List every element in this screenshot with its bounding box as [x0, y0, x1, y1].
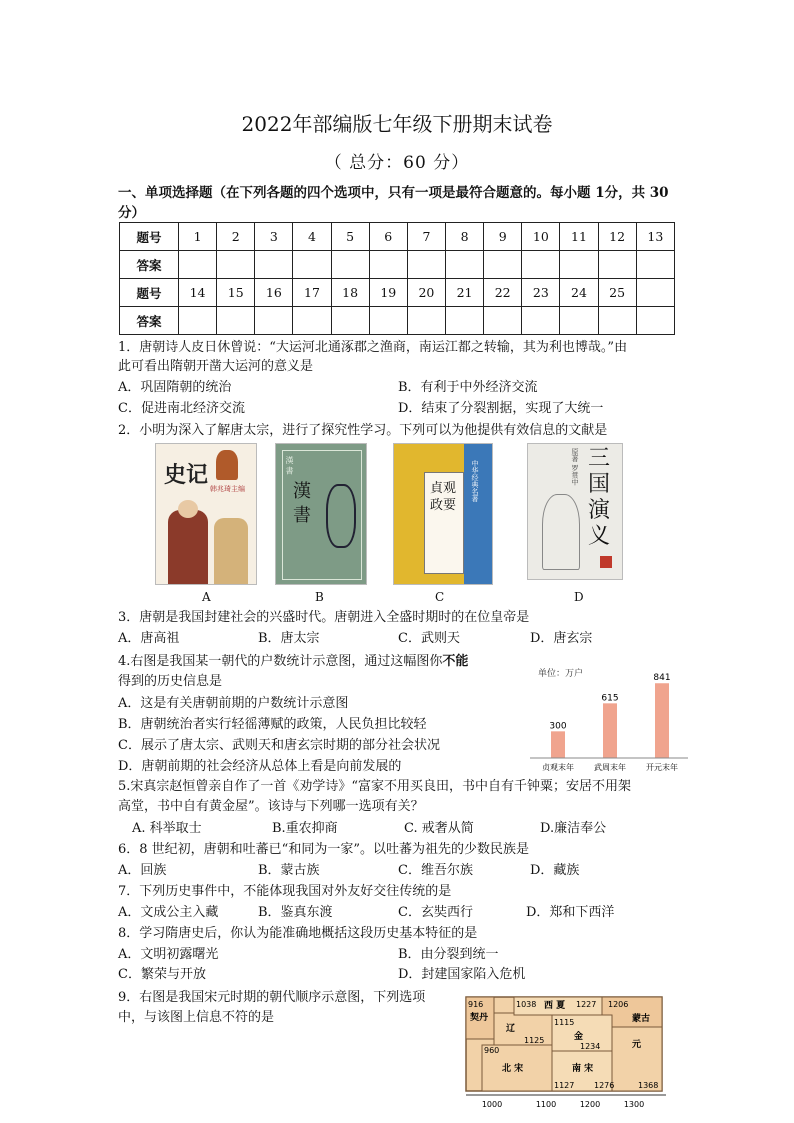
q7-stem-line1: 7．下列历史事件中，不能体现我国对外友好交往传统的是	[118, 884, 452, 899]
year-1127: 1127	[554, 1081, 575, 1090]
q5-option-d[interactable]: D.廉洁奉公	[540, 821, 607, 836]
number-cell: 8	[445, 223, 483, 251]
liao-label: 辽	[506, 1024, 516, 1034]
q8-option-b[interactable]: B．由分裂到统一	[398, 947, 499, 962]
dynasty-sequence-diagram	[462, 995, 674, 1113]
jin-label: 金	[574, 1032, 584, 1042]
book-c-title: 貞观政要	[430, 481, 457, 513]
chart-value-label: 615	[601, 693, 619, 704]
book-b-side: 漢 書	[285, 456, 294, 475]
page-title: 2022年部编版七年级下册期末试卷	[241, 112, 553, 136]
number-label: 题号	[120, 223, 179, 251]
q1-option-c[interactable]: C．促进南北经济交流	[118, 401, 245, 416]
number-cell: 21	[445, 279, 483, 307]
answer-cell[interactable]	[484, 307, 522, 335]
answer-cell[interactable]	[331, 251, 369, 279]
answer-cell[interactable]	[255, 307, 293, 335]
section-heading-line2: 分）	[118, 205, 145, 221]
number-cell: 11	[560, 223, 598, 251]
q6-option-c[interactable]: C．维吾尔族	[398, 863, 473, 878]
table-row	[120, 307, 675, 335]
number-cell: 25	[598, 279, 636, 307]
q2-option-b[interactable]: B	[315, 590, 324, 604]
book-hanshu-image	[275, 443, 367, 585]
q3-option-d[interactable]: D．唐玄宗	[530, 631, 593, 646]
q6-option-a[interactable]: A．回族	[118, 863, 167, 878]
book-shiji-image	[155, 443, 257, 585]
q9-stem-line2: 中，与该图上信息不符的是	[118, 1010, 275, 1025]
number-cell: 3	[255, 223, 293, 251]
q5-stem-line2: 高堂，书中自有黄金屋”。该诗与下列哪一选项有关？	[118, 799, 424, 814]
year-1368: 1368	[638, 1081, 659, 1090]
q4-option-d[interactable]: D．唐朝前期的社会经济从总体上看是向前发展的	[118, 759, 402, 774]
answer-cell[interactable]	[369, 307, 407, 335]
year-1206: 1206	[608, 1000, 629, 1009]
ornament-icon	[326, 484, 356, 548]
book-sanguo-image	[527, 443, 623, 580]
answer-cell[interactable]	[331, 307, 369, 335]
table-row	[120, 279, 675, 307]
q7-option-a[interactable]: A．文成公主入藏	[118, 905, 219, 920]
answer-cell[interactable]	[293, 251, 331, 279]
number-cell: 9	[484, 223, 522, 251]
north-song-label: 北 宋	[502, 1064, 524, 1074]
answer-cell[interactable]	[560, 307, 598, 335]
q5-option-a[interactable]: A. 科举取士	[132, 821, 202, 836]
chart-category-label: 贞观末年	[542, 763, 574, 772]
book-zhenguan-image	[393, 443, 493, 585]
table-row	[120, 223, 675, 251]
tick-1100: 1100	[535, 1100, 557, 1109]
answer-cell[interactable]	[217, 251, 255, 279]
number-cell: 5	[331, 223, 369, 251]
answer-label: 答案	[120, 307, 179, 335]
seal-icon	[600, 556, 612, 568]
answer-cell[interactable]	[636, 251, 674, 279]
answer-cell[interactable]	[484, 251, 522, 279]
chart-bar	[655, 683, 669, 758]
q2-stem-line1: 2．小明为深入了解唐太宗，进行了探究性学习。下列可以为他提供有效信息的文献是	[118, 423, 608, 438]
number-cell: 14	[179, 279, 217, 307]
answer-cell[interactable]	[445, 307, 483, 335]
q5-option-b[interactable]: B.重农抑商	[272, 821, 338, 836]
q4-stem-text: 4.右图是我国某一朝代的户数统计示意图，通过这幅图你	[118, 654, 443, 669]
number-cell: 13	[636, 223, 674, 251]
yuan-label: 元	[632, 1040, 642, 1050]
book-a-title: 史记	[164, 462, 209, 488]
number-cell: 22	[484, 279, 522, 307]
q4-option-c[interactable]: C．展示了唐太宗、武则天和唐玄宗时期的部分社会状况	[118, 738, 440, 753]
warrior-sketch-icon	[542, 494, 580, 570]
number-cell: 20	[407, 279, 445, 307]
q4-stem-line2: 得到的历史信息是	[118, 674, 223, 689]
book-d-title: 三国演义	[587, 446, 610, 549]
answer-cell[interactable]	[407, 307, 445, 335]
answer-cell[interactable]	[293, 307, 331, 335]
number-cell: 6	[369, 223, 407, 251]
number-cell: 10	[522, 223, 560, 251]
mongol-label: 蒙古	[632, 1014, 651, 1024]
emperor-figure	[168, 510, 208, 584]
q1-option-d[interactable]: D．结束了分裂割据，实现了大统一	[398, 401, 604, 416]
number-cell: 23	[522, 279, 560, 307]
chart-category-label: 开元末年	[646, 763, 678, 772]
answer-cell[interactable]	[636, 307, 674, 335]
q2-option-a[interactable]: A	[202, 590, 211, 604]
number-cell: 18	[331, 279, 369, 307]
chart-bar	[603, 703, 617, 758]
chart-category-label: 武周末年	[594, 763, 626, 772]
q6-option-b[interactable]: B．蒙古族	[258, 863, 320, 878]
chart-bar	[551, 731, 565, 758]
answer-cell[interactable]	[522, 307, 560, 335]
number-cell: 1	[179, 223, 217, 251]
q1-stem-line2: 此可看出隋朝开凿大运河的意义是	[118, 359, 314, 374]
answer-cell[interactable]	[560, 251, 598, 279]
answer-cell[interactable]	[522, 251, 560, 279]
q7-option-d[interactable]: D．郑和下西洋	[526, 905, 615, 920]
q6-option-d[interactable]: D．藏族	[530, 863, 580, 878]
household-bar-chart	[528, 660, 690, 778]
answer-cell[interactable]	[369, 251, 407, 279]
year-1276: 1276	[594, 1081, 615, 1090]
q3-stem-line1: 3．唐朝是我国封建社会的兴盛时代。唐朝进入全盛时期时的在位皇帝是	[118, 610, 530, 625]
q1-option-b[interactable]: B．有利于中外经济交流	[398, 380, 538, 395]
number-label: 题号	[120, 279, 179, 307]
answer-label: 答案	[120, 251, 179, 279]
year-1227: 1227	[576, 1000, 597, 1009]
answer-cell[interactable]	[255, 251, 293, 279]
number-cell: 4	[293, 223, 331, 251]
tick-1300: 1300	[623, 1100, 645, 1109]
q4-option-a[interactable]: A．这是有关唐朝前期的户数统计示意图	[118, 696, 349, 711]
q4-stem-line1	[118, 652, 468, 671]
tick-1000: 1000	[481, 1100, 503, 1109]
q8-option-a[interactable]: A．文明初露曙光	[118, 947, 219, 962]
q7-option-c[interactable]: C．玄奘西行	[398, 905, 473, 920]
q2-option-d[interactable]: D	[574, 590, 584, 604]
page-subtitle: （ 总分：60 分）	[324, 153, 470, 173]
q6-stem-line1: 6．8 世纪初，唐朝和吐蕃已“和同为一家”。以吐蕃为祖先的少数民族是	[118, 842, 529, 857]
q7-option-b[interactable]: B．鉴真东渡	[258, 905, 333, 920]
q8-option-c[interactable]: C．繁荣与开放	[118, 967, 206, 982]
q1-option-a[interactable]: A．巩固隋朝的统治	[118, 380, 232, 395]
tick-1200: 1200	[579, 1100, 601, 1109]
number-cell: 19	[369, 279, 407, 307]
answer-cell[interactable]	[407, 251, 445, 279]
khitan-label: 契丹	[470, 1013, 489, 1023]
year-1115: 1115	[554, 1018, 575, 1027]
number-cell: 2	[217, 223, 255, 251]
number-cell	[636, 279, 674, 307]
table-row	[120, 251, 675, 279]
answer-cell[interactable]	[598, 251, 636, 279]
q4-option-b[interactable]: B．唐朝统治者实行轻徭薄赋的政策，人民负担比较轻	[118, 717, 427, 732]
year-916: 916	[468, 1000, 484, 1009]
number-cell: 12	[598, 223, 636, 251]
horse-rider-figure	[216, 450, 238, 480]
answer-cell[interactable]	[179, 251, 217, 279]
chart-value-label: 841	[653, 673, 671, 684]
answer-cell[interactable]	[598, 307, 636, 335]
q8-stem-line1: 8．学习隋唐史后，你认为能准确地概括这段历史基本特征的是	[118, 926, 478, 941]
answer-cell[interactable]	[217, 307, 255, 335]
q3-option-a[interactable]: A．唐高祖	[118, 631, 180, 646]
number-cell: 16	[255, 279, 293, 307]
q3-option-c[interactable]: C．武则天	[398, 631, 460, 646]
attendant-figure	[214, 518, 248, 584]
chart-unit-label: 单位：万户	[538, 669, 584, 679]
answer-cell[interactable]	[179, 307, 217, 335]
q5-option-c[interactable]: C. 戒奢从简	[404, 821, 474, 836]
book-c-side: 中华经典名著	[471, 460, 479, 502]
number-cell: 7	[407, 223, 445, 251]
xixia-label: 西 夏	[544, 1001, 566, 1011]
chart-value-label: 300	[549, 721, 567, 732]
number-cell: 17	[293, 279, 331, 307]
book-b-title: 漢書	[293, 481, 311, 526]
section-heading	[118, 183, 678, 223]
book-d-side: 原著 罗贯中	[571, 448, 579, 486]
number-cell: 15	[217, 279, 255, 307]
south-song-label: 南 宋	[572, 1064, 594, 1074]
q4-emphasis: 不能	[442, 654, 469, 669]
q3-option-b[interactable]: B．唐太宗	[258, 631, 320, 646]
q1-stem-line1: 1．唐朝诗人皮日休曾说：“大运河北通涿郡之渔商，南运江都之转输，其为利也博哉。”由	[118, 340, 628, 355]
section-heading-line1: 一、单项选择题（在下列各题的四个选项中，只有一项是最符合题意的。每小题 1分，共 30	[118, 185, 669, 201]
answer-table	[119, 222, 675, 335]
year-960: 960	[484, 1046, 500, 1055]
number-cell: 24	[560, 279, 598, 307]
q8-option-d[interactable]: D．封建国家陷入危机	[398, 967, 526, 982]
q5-stem-line1: 5.宋真宗赵恒曾亲自作了一首《劝学诗》“富家不用买良田，书中自有千钟粟；安居不用架	[118, 779, 632, 794]
emperor-face	[178, 500, 198, 518]
year-1038: 1038	[516, 1000, 537, 1009]
q9-stem-line1: 9．右图是我国宋元时期的朝代顺序示意图，下列选项	[118, 990, 426, 1005]
book-a-editor: 韩兆琦主编	[210, 485, 245, 493]
year-1234: 1234	[580, 1042, 601, 1051]
year-1125: 1125	[524, 1036, 545, 1045]
answer-cell[interactable]	[445, 251, 483, 279]
q2-option-c[interactable]: C	[435, 590, 445, 604]
